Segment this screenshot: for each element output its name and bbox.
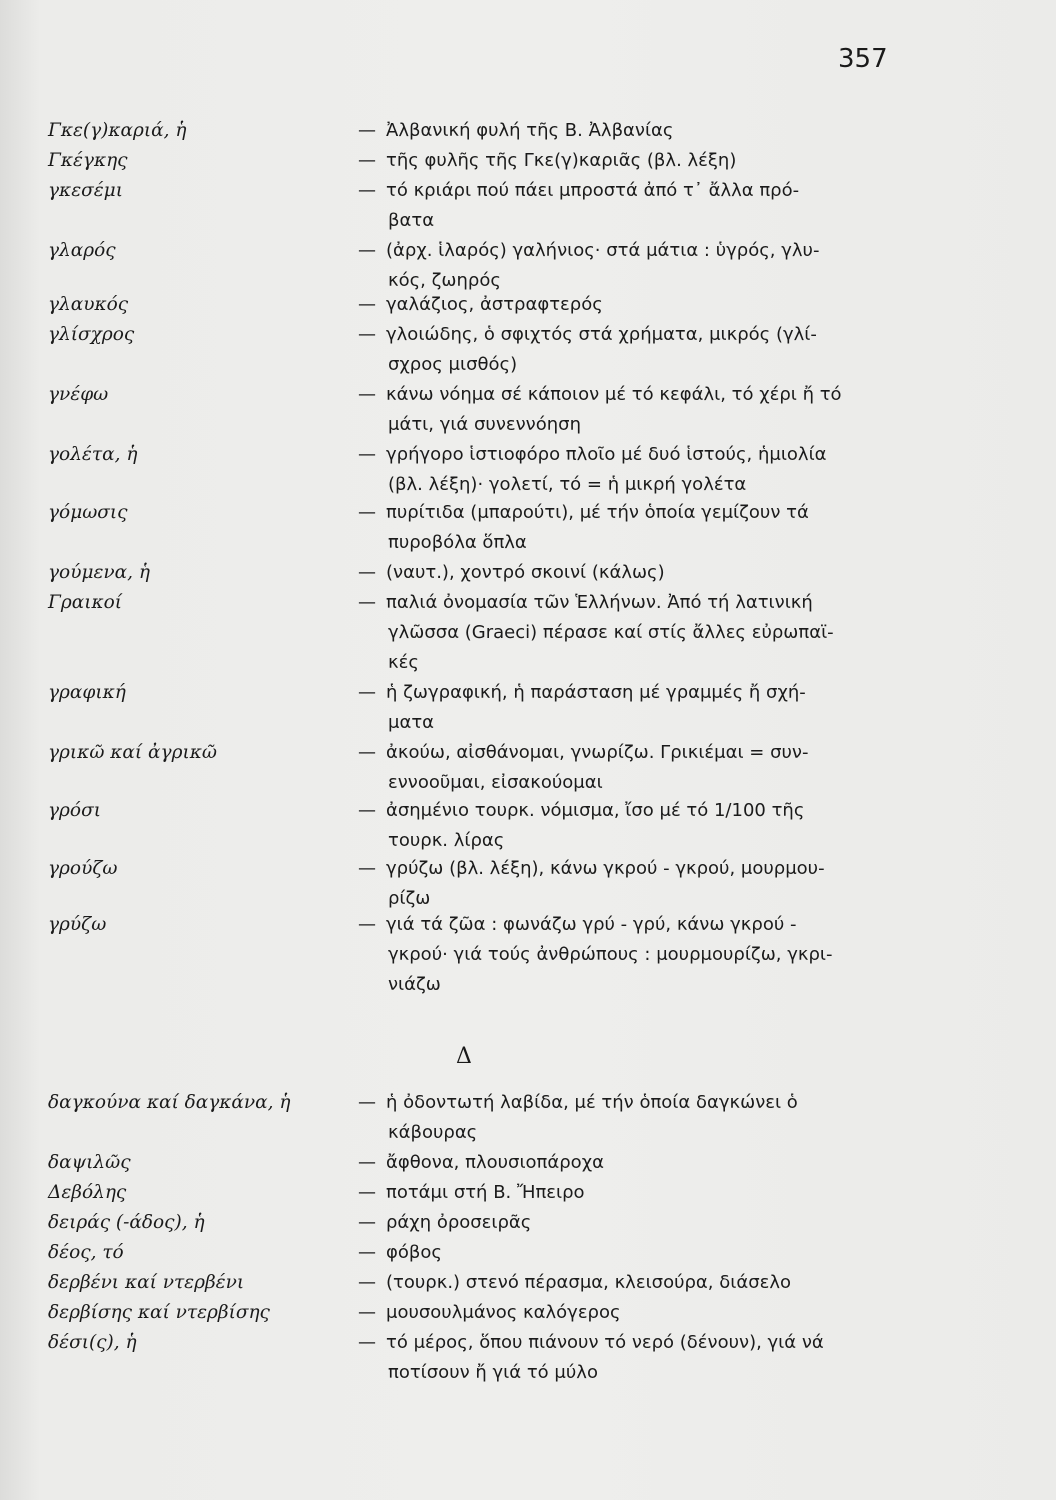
definition-line — [358, 146, 890, 176]
entry-term: δερβίσης καί ντερβίσης — [48, 1302, 270, 1323]
entry-definition — [358, 678, 890, 738]
definition-text: γαλάζιος, ἀστραφτερός — [386, 294, 603, 315]
definition-line — [358, 380, 890, 410]
entry-definition — [358, 1238, 890, 1268]
definition-text: Ἀλβανική φυλή τῆς Β. Ἀλβανίας — [386, 120, 674, 141]
em-dash: — — [358, 1272, 376, 1293]
definition-continuation: γλῶσσα (Graeci) πέρασε καί στίς ἄλλες εὐρωπαϊ- — [388, 622, 834, 643]
definition-line — [358, 558, 890, 588]
definition-text: ποτάμι στή Β. Ἤπειρο — [386, 1182, 585, 1203]
definition-line — [358, 1088, 890, 1118]
definition-text: τό μέρος, ὅπου πιάνουν τό νερό (δένουν), γιά νά — [386, 1332, 824, 1353]
definition-line — [358, 796, 890, 826]
em-dash: — — [358, 324, 376, 345]
entry-definition — [358, 380, 890, 440]
em-dash: — — [358, 120, 376, 141]
em-dash: — — [358, 742, 376, 763]
definition-text: κάνω νόημα σέ κάποιον μέ τό κεφάλι, τό χέρι ἤ τό — [386, 384, 842, 405]
entry-definition — [358, 558, 890, 588]
definition-line — [358, 1268, 890, 1298]
definition-line — [358, 236, 890, 266]
definition-line — [358, 498, 890, 528]
entry-definition — [358, 910, 890, 1000]
entry-definition — [358, 176, 890, 236]
definition-line — [358, 588, 890, 618]
definition-text: ράχη ὀροσειρᾶς — [386, 1212, 532, 1233]
entry-definition — [358, 738, 890, 798]
entry-term: γλαρός — [48, 240, 116, 261]
entry-definition — [358, 796, 890, 856]
entry-definition — [358, 854, 890, 914]
entry-term: δερβένι καί ντερβένι — [48, 1272, 245, 1293]
definition-text: ἄφθονα, πλουσιοπάροχα — [386, 1152, 604, 1173]
entry-definition — [358, 498, 890, 558]
em-dash: — — [358, 1092, 376, 1113]
em-dash: — — [358, 502, 376, 523]
definition-continuation: κός, ζωηρός — [388, 270, 501, 291]
definition-line — [358, 738, 890, 768]
em-dash: — — [358, 1242, 376, 1263]
definition-continuation: (βλ. λέξη)· γολετί, τό = ἡ μικρή γολέτα — [388, 474, 747, 495]
entry-definition — [358, 116, 890, 146]
definition-line — [358, 176, 890, 206]
definition-text: (ἀρχ. ἱλαρός) γαλήνιος· στά μάτια : ὑγρός, γλυ- — [386, 240, 820, 261]
entry-definition — [358, 290, 890, 320]
entry-term: δειράς (-άδος), ἡ — [48, 1212, 205, 1233]
definition-continuation: ρίζω — [388, 888, 431, 909]
definition-line — [358, 1208, 890, 1238]
definition-text: γλοιώδης, ὁ σφιχτός στά χρήματα, μικρός (γλί- — [386, 324, 817, 345]
definition-line — [358, 678, 890, 708]
definition-line — [358, 1328, 890, 1358]
em-dash: — — [358, 240, 376, 261]
entry-term: Γκέγκης — [48, 150, 128, 171]
definition-text: τῆς φυλῆς τῆς Γκε(γ)καριᾶς (βλ. λέξη) — [386, 150, 737, 171]
entry-definition — [358, 1208, 890, 1238]
entry-definition — [358, 1298, 890, 1328]
definition-continuation: πυροβόλα ὅπλα — [388, 532, 527, 553]
entry-term: γρύζω — [48, 914, 107, 935]
definition-continuation: ποτίσουν ἤ γιά τό μύλο — [388, 1362, 598, 1383]
definition-continuation: βατα — [388, 210, 435, 231]
entry-definition — [358, 320, 890, 380]
entry-definition — [358, 1178, 890, 1208]
entry-definition — [358, 588, 890, 678]
em-dash: — — [358, 1332, 376, 1353]
definition-continuation: νιάζω — [388, 974, 441, 995]
entry-term: δαγκούνα καί δαγκάνα, ἡ — [48, 1092, 291, 1113]
entry-definition — [358, 146, 890, 176]
definition-text: φόβος — [386, 1242, 442, 1263]
em-dash: — — [358, 444, 376, 465]
definition-continuation: ματα — [388, 712, 435, 733]
definition-text: γιά τά ζῶα : φωνάζω γρύ - γρύ, κάνω γκρού - — [386, 914, 797, 935]
definition-line — [358, 910, 890, 940]
em-dash: — — [358, 1302, 376, 1323]
definition-text: γρύζω (βλ. λέξη), κάνω γκρού - γκρού, μουρμου- — [386, 858, 825, 879]
em-dash: — — [358, 592, 376, 613]
definition-text: παλιά ὀνομασία τῶν Ἑλλήνων. Ἀπό τή λατινική — [386, 592, 813, 613]
entry-term: γολέτα, ἡ — [48, 444, 138, 465]
definition-continuation: τουρκ. λίρας — [388, 830, 505, 851]
em-dash: — — [358, 858, 376, 879]
entry-term: Γκε(γ)καριά, ἡ — [48, 120, 187, 141]
em-dash: — — [358, 180, 376, 201]
section-heading-delta: Δ — [456, 1044, 472, 1069]
em-dash: — — [358, 294, 376, 315]
em-dash: — — [358, 914, 376, 935]
definition-text: γρήγορο ἱστιοφόρο πλοῖο μέ δυό ἱστούς, ἡμιολία — [386, 444, 827, 465]
definition-continuation: εννοοῦμαι, εἰσακούομαι — [388, 772, 603, 793]
entry-term: γκεσέμι — [48, 180, 123, 201]
definition-line — [358, 1178, 890, 1208]
entry-definition — [358, 440, 890, 500]
em-dash: — — [358, 1212, 376, 1233]
entry-definition — [358, 1328, 890, 1388]
definition-text: (τουρκ.) στενό πέρασμα, κλεισούρα, διάσελο — [386, 1272, 791, 1293]
entry-definition — [358, 236, 890, 296]
entry-term: γούμενα, ἡ — [48, 562, 150, 583]
definition-line — [358, 440, 890, 470]
em-dash: — — [358, 800, 376, 821]
definition-text: ἀκούω, αἰσθάνομαι, γνωρίζω. Γρικιέμαι = συν- — [386, 742, 809, 763]
definition-line — [358, 1298, 890, 1328]
em-dash: — — [358, 682, 376, 703]
definition-continuation: κές — [388, 652, 419, 673]
entry-term: γνέφω — [48, 384, 109, 405]
em-dash: — — [358, 1182, 376, 1203]
page-number: 357 — [838, 44, 888, 74]
entry-term: Γραικοί — [48, 592, 122, 613]
definition-line — [358, 1238, 890, 1268]
entry-term: γόμωσις — [48, 502, 128, 523]
em-dash: — — [358, 1152, 376, 1173]
em-dash: — — [358, 150, 376, 171]
em-dash: — — [358, 384, 376, 405]
entry-term: δέος, τό — [48, 1242, 124, 1263]
definition-line — [358, 320, 890, 350]
entry-term: γρούζω — [48, 858, 118, 879]
definition-line — [358, 1148, 890, 1178]
entry-definition — [358, 1088, 890, 1148]
entry-term: γλαυκός — [48, 294, 129, 315]
entry-definition — [358, 1148, 890, 1178]
entry-term: γρόσι — [48, 800, 101, 821]
entry-term: δέσι(ς), ἡ — [48, 1332, 137, 1353]
definition-text: ἡ ὀδοντωτή λαβίδα, μέ τήν ὁποία δαγκώνει ὁ — [386, 1092, 798, 1113]
definition-continuation: μάτι, γιά συνεννόηση — [388, 414, 581, 435]
definition-line — [358, 116, 890, 146]
definition-continuation: σχρος μισθός) — [388, 354, 518, 375]
definition-text: ἡ ζωγραφική, ἡ παράσταση μέ γραμμές ἤ σχή- — [386, 682, 806, 703]
em-dash: — — [358, 562, 376, 583]
entry-definition — [358, 1268, 890, 1298]
entry-term: γραφική — [48, 682, 126, 703]
entry-term: Δεβόλης — [48, 1182, 127, 1203]
entry-term: γλίσχρος — [48, 324, 135, 345]
entry-term: δαψιλῶς — [48, 1152, 131, 1173]
definition-text: ἀσημένιο τουρκ. νόμισμα, ἴσο μέ τό 1/100 τῆς — [386, 800, 805, 821]
definition-line — [358, 854, 890, 884]
definition-line — [358, 290, 890, 320]
definition-text: μουσουλμάνος καλόγερος — [386, 1302, 621, 1323]
definition-continuation: γκρού· γιά τούς ἀνθρώπους : μουρμουρίζω, γκρι- — [388, 944, 833, 965]
definition-text: πυρίτιδα (μπαρούτι), μέ τήν ὁποία γεμίζουν τά — [386, 502, 809, 523]
definition-text: (ναυτ.), χοντρό σκοινί (κάλως) — [386, 562, 665, 583]
definition-text: τό κριάρι πού πάει μπροστά ἀπό τ᾿ ἄλλα πρό- — [386, 180, 800, 201]
definition-continuation: κάβουρας — [388, 1122, 478, 1143]
entry-term: γρικῶ καί ἀγρικῶ — [48, 742, 217, 763]
